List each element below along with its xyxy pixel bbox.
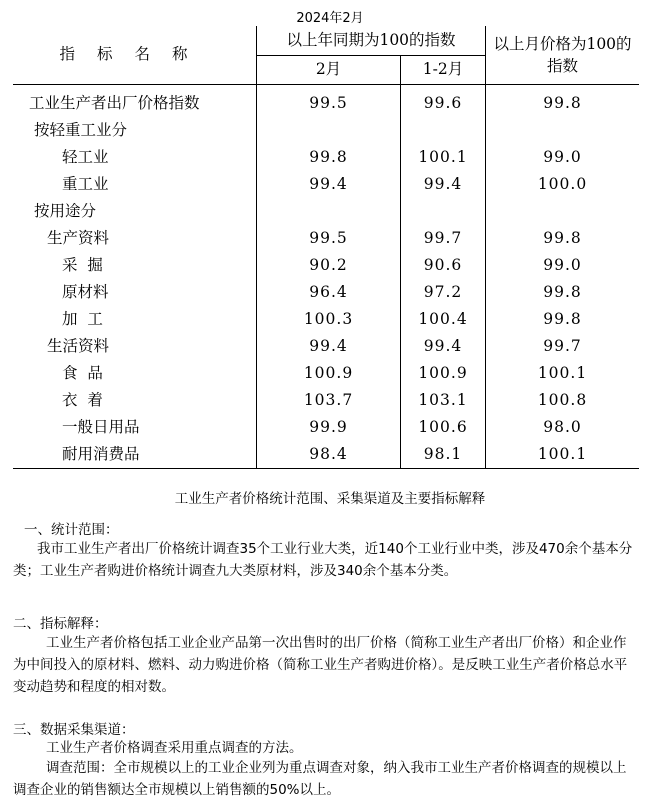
cell-feb: 96.4	[257, 279, 401, 306]
cell-feb: 99.4	[257, 333, 401, 360]
cell-jan-feb: 99.6	[401, 90, 486, 117]
row-label: 生活资料	[13, 333, 257, 360]
cell-jan-feb: 99.4	[401, 171, 486, 198]
price-index-table	[13, 26, 639, 469]
channel-heading: 三、数据采集渠道：	[13, 722, 135, 738]
cell-jan-feb: 100.1	[401, 144, 486, 171]
header-feb: 2月	[257, 56, 401, 85]
cell-jan-feb: 100.9	[401, 360, 486, 387]
cell-jan-feb	[401, 198, 486, 225]
cell-jan-feb	[401, 117, 486, 144]
cell-mom	[486, 117, 640, 144]
cell-jan-feb: 97.2	[401, 279, 486, 306]
row-label: 原材料	[13, 279, 257, 306]
cell-feb: 99.5	[257, 90, 401, 117]
cell-mom: 100.8	[537, 390, 588, 409]
table-row	[13, 387, 639, 414]
header-jan-feb: 1-2月	[401, 56, 486, 85]
channel-scope-text: 调查范围：全市规模以上的工业企业列为重点调查对象，纳入我市工业生产者价格调查的规模以上调查企业的销售额达全市规模以上销售额的50%以上。	[13, 760, 627, 798]
table-row	[13, 279, 639, 306]
cell-mom: 99.0	[543, 147, 582, 166]
notes-title: 工业生产者价格统计范围、采集渠道及主要指标解释	[174, 491, 486, 507]
table-row	[13, 414, 639, 441]
row-label: 加 工	[13, 306, 257, 333]
cell-feb	[257, 198, 401, 225]
cell-feb: 90.2	[257, 252, 401, 279]
table-row	[13, 144, 639, 171]
table-row	[13, 252, 639, 279]
header-indicator-name: 指标名称	[13, 26, 257, 85]
table-row	[13, 117, 639, 144]
table-row	[13, 90, 639, 117]
cell-mom: 100.1	[486, 441, 640, 469]
row-label: 重工业	[13, 171, 257, 198]
row-label: 耐用消费品	[13, 441, 257, 469]
cell-feb: 99.9	[257, 414, 401, 441]
row-label: 轻工业	[13, 144, 257, 171]
cell-jan-feb: 99.4	[401, 333, 486, 360]
row-label: 生产资料	[13, 225, 257, 252]
header-yoy-group: 以上年同期为100的指数	[257, 26, 486, 56]
row-label: 按轻重工业分	[13, 117, 257, 144]
cell-jan-feb: 100.6	[401, 414, 486, 441]
cell-mom: 99.8	[543, 309, 582, 328]
cell-feb	[257, 117, 401, 144]
cell-mom: 99.8	[543, 93, 582, 112]
cell-feb: 98.4	[257, 441, 401, 469]
cell-mom: 100.1	[537, 363, 588, 382]
cell-mom: 99.8	[543, 228, 582, 247]
cell-mom: 100.0	[537, 174, 588, 193]
table-row	[13, 306, 639, 333]
row-label: 工业生产者出厂价格指数	[13, 90, 257, 117]
report-date: 2024年2月	[296, 11, 364, 26]
scope-text: 我市工业生产者出厂价格统计调查35个工业行业大类，近140个工业行业中类，涉及470余个基本分类；工业生产者购进价格统计调查九大类原材料，涉及340余个基本分类。	[13, 541, 633, 579]
header-mom-text: 以上月价格为100的指数	[493, 35, 632, 75]
row-label: 按用途分	[13, 198, 257, 225]
table-row	[13, 171, 639, 198]
table-row	[13, 225, 639, 252]
cell-mom: 99.7	[543, 336, 582, 355]
definition-text: 工业生产者价格包括工业企业产品第一次出售时的出厂价格（简称工业生产者出厂价格）和企业作为中间投入的原材料、燃料、动力购进价格（简称工业生产者购进价格）。是反映工业生产者价格总水平变动趋势和程度的相对数。	[13, 635, 628, 695]
table-row	[13, 360, 639, 387]
cell-jan-feb: 99.7	[401, 225, 486, 252]
table-row	[13, 333, 639, 360]
cell-jan-feb: 90.6	[401, 252, 486, 279]
cell-mom: 99.8	[543, 282, 582, 301]
table-row	[13, 441, 639, 469]
cell-feb: 103.7	[257, 387, 401, 414]
scope-heading: 一、统计范围：	[24, 522, 119, 538]
cell-mom: 98.0	[543, 417, 582, 436]
cell-feb: 100.9	[257, 360, 401, 387]
header-mom	[486, 26, 640, 85]
row-label: 食 品	[13, 360, 257, 387]
cell-feb: 100.3	[257, 306, 401, 333]
cell-feb: 99.8	[257, 144, 401, 171]
cell-jan-feb: 100.4	[401, 306, 486, 333]
cell-mom	[486, 198, 640, 225]
definition-heading: 二、指标解释：	[13, 616, 108, 632]
row-label: 一般日用品	[13, 414, 257, 441]
cell-mom: 99.0	[543, 255, 582, 274]
cell-feb: 99.4	[257, 171, 401, 198]
row-label: 采 掘	[13, 252, 257, 279]
row-label: 衣 着	[13, 387, 257, 414]
table-row	[13, 198, 639, 225]
cell-jan-feb: 98.1	[401, 441, 486, 469]
channel-method-text: 工业生产者价格调查采用重点调查的方法。	[46, 740, 303, 756]
cell-jan-feb: 103.1	[401, 387, 486, 414]
cell-feb: 99.5	[257, 225, 401, 252]
